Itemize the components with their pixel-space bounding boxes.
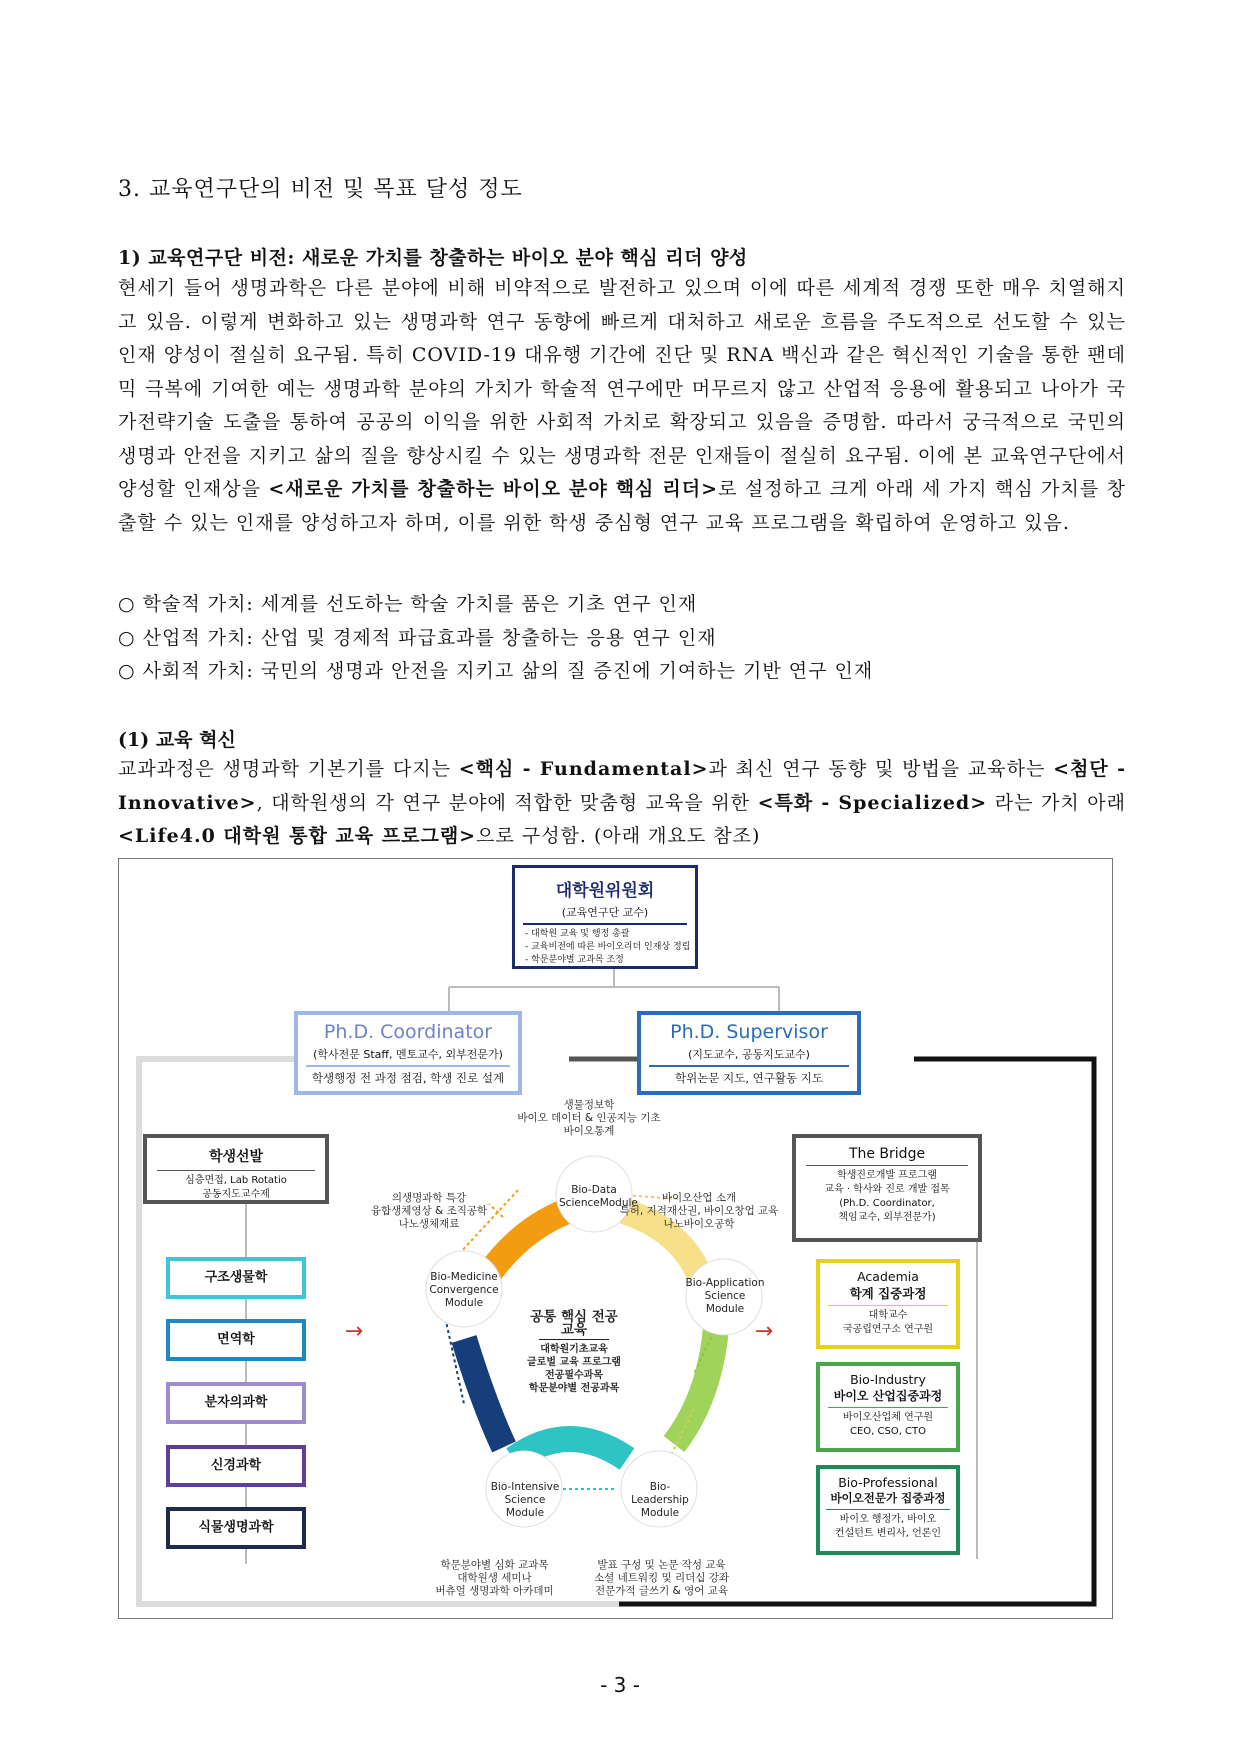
bridge-title: The Bridge (806, 1146, 968, 1166)
module-label-line: 전문가적 글쓰기 & 영어 교육 (594, 1585, 729, 1597)
core-line: 학문분야별 전공과목 (528, 1383, 620, 1394)
innovation-paragraph (118, 753, 1126, 854)
core-title2: 교육 (539, 1324, 609, 1340)
module-label-line: 바이오 데이터 & 인공지능 기초 (517, 1112, 661, 1124)
track-line: 바이오 행정가, 바이오 (839, 1514, 937, 1525)
module-label-medicine (359, 1192, 499, 1231)
module-label-line: 대학원생 세미나 (457, 1572, 532, 1584)
module-label-line: 생물정보학 (563, 1099, 615, 1111)
bridge-line: 학생진로개발 프로그램 (837, 1170, 937, 1181)
track-title: Academia (857, 1269, 919, 1284)
bridge-line: (Ph.D. Coordinator, (839, 1198, 935, 1209)
module-label-line: 소셜 네트워킹 및 리더십 강좌 (593, 1572, 730, 1584)
module-label-line: 바이오통계 (563, 1125, 615, 1137)
track-line: CEO, CSO, CTO (849, 1426, 927, 1437)
module-label-intensive (417, 1559, 572, 1598)
module-label-line: 나노바이오공학 (663, 1218, 735, 1230)
program-diagram (118, 858, 1113, 1619)
track-line: 컨설턴트 변리사, 언론인 (834, 1528, 942, 1539)
coordinator-box (294, 1011, 522, 1095)
supervisor-desc: 학위논문 지도, 연구활동 지도 (649, 1065, 849, 1086)
module-label-line: 바이오산업 소개 (661, 1192, 737, 1204)
committee-box (512, 865, 698, 969)
committee-sub: (교육연구단 교수) (523, 904, 687, 925)
vision-text-end: 로 설정하고 크게 아래 세 가지 핵심 가치를 창출할 수 있는 인재를 양성하고자 하며, 이를 위한 학생 중심형 연구 교육 프로그램을 확립하여 운영하고 있음. (118, 478, 1126, 534)
track-subtitle: 바이오 산업집중과정 (828, 1387, 948, 1408)
module-label-line: 나노생체재료 (398, 1218, 460, 1230)
field-plant-science: 식물생명과학 (166, 1507, 306, 1549)
innovation-highlight: <핵심 - Fundamental> (458, 758, 709, 780)
vision-text: 현세기 들어 생명과학은 다른 분야에 비해 비약적으로 발전하고 있으며 이에 따른 세계적 경쟁 또한 매우 치열해지고 있음. 이렇게 변화하고 있는 생명과학 연구 동향에 빠르게 대처하고 새로운 흐름을 주도적으로 선도할 수 있는 인재 양성이 절실히 요구됨. 특히 COVID-19 대유행 기간에 진단 및 RNA 백신과 같은 혁신적인 기술을 통한 팬데믹 극복에 기여한 예는 생명과학 분야의 가치가 학술적 연구에만 머무르지 않고 산업적 응용에 활용되고 나아가 국가전략기술 도출을 통하여 공공의 이익을 위한 사회적 가치로 확장되고 있음을 증명함. 따라서 궁극적으로 국민의 생명과 안전을 지키고 삶의 질을 향상시킬 수 있는 생명과학 전문 인재들이 절실히 요구됨. 이에 본 교육연구단에서 양성할 인재상을 (118, 277, 1126, 500)
value-item: ○ 학술적 가치: 세계를 선도하는 학술 가치를 품은 기초 연구 인재 (118, 593, 698, 615)
innovation-text: , 대학원생의 각 연구 분야에 적합한 맞춤형 교육을 위한 (256, 791, 758, 814)
innovation-text: 으로 구성함. (아래 개요도 참조) (476, 825, 761, 847)
core-line: 대학원기초교육 (540, 1344, 608, 1355)
core-line: 글로벌 교육 프로그램 (527, 1357, 621, 1368)
selection-line: 공동지도교수제 (202, 1189, 270, 1200)
core-line: 전공필수과목 (545, 1370, 603, 1381)
committee-item: - 학문분야별 교과목 조정 (525, 955, 624, 965)
innovation-text: 과 최신 연구 동향 및 방법을 교육하는 (708, 758, 1054, 780)
coordinator-sub: (학사전문 Staff, 멘토교수, 외부전문가) (313, 1048, 503, 1061)
field-neuroscience: 신경과학 (166, 1445, 306, 1487)
vision-title: 1) 교육연구단 비전: 새로운 가치를 창출하는 바이오 분야 핵심 리더 양성 (118, 247, 748, 269)
bridge-box (792, 1134, 982, 1242)
field-immunology: 면역학 (166, 1319, 306, 1361)
module-label-line: 의생명과학 특강 (391, 1192, 467, 1204)
module-label-data (489, 1099, 689, 1138)
module-bio-intensive: Bio-Intensive Science Module (490, 1481, 560, 1519)
innovation-text: 라는 가치 아래 (987, 791, 1126, 814)
supervisor-title: Ph.D. Supervisor (670, 1021, 828, 1043)
track-bio-professional (816, 1465, 960, 1555)
innovation-highlight: <Life4.0 대학원 통합 교육 프로그램> (118, 825, 477, 847)
arrow-icon: → (754, 1319, 774, 1344)
module-label-line: 특허, 지적재산권, 바이오창업 교육 (619, 1205, 779, 1217)
module-label-application (614, 1192, 784, 1231)
coordinator-desc: 학생행정 전 과정 점검, 학생 진로 설계 (306, 1065, 510, 1086)
innovation-title: (1) 교육 혁신 (118, 729, 236, 751)
track-line: 대학교수 (868, 1310, 908, 1321)
selection-title: 학생선발 (157, 1146, 315, 1171)
module-label-line: 버츄얼 생명과학 아카데미 (435, 1585, 554, 1597)
track-title: Bio-Industry (850, 1372, 926, 1387)
module-label-line: 발표 구성 및 논문 작성 교육 (597, 1559, 726, 1571)
module-label-line: 학문분야별 심화 교과목 (440, 1559, 549, 1571)
track-title: Bio-Professional (838, 1475, 938, 1490)
track-line: 바이오산업체 연구원 (842, 1412, 934, 1423)
field-structural-biology: 구조생물학 (166, 1257, 306, 1299)
vision-paragraph (118, 272, 1126, 540)
track-line: 국공립연구소 연구원 (842, 1324, 934, 1335)
value-list (118, 588, 873, 689)
module-bio-medicine: Bio-Medicine Convergence Module (429, 1271, 499, 1309)
bridge-line: 교육 · 학사와 진로 개발 접목 (824, 1184, 950, 1195)
innovation-highlight: <특화 - Specialized> (757, 791, 988, 814)
page-number: - 3 - (600, 1673, 640, 1697)
arrow-icon: → (344, 1319, 364, 1344)
module-bio-leadership: Bio-Leadership Module (631, 1481, 689, 1519)
track-academia (816, 1259, 960, 1349)
innovation-text: 교과과정은 생명과학 기본기를 다지는 (118, 758, 459, 780)
supervisor-box (637, 1011, 861, 1095)
committee-item: - 대학원 교육 및 행정 총괄 (525, 929, 630, 939)
selection-box (143, 1134, 329, 1204)
track-subtitle: 바이오전문가 집중과정 (826, 1490, 950, 1510)
supervisor-sub: (지도교수, 공동지도교수) (688, 1048, 810, 1061)
section-heading: 3. 교육연구단의 비전 및 목표 달성 정도 (118, 177, 523, 202)
track-subtitle: 학계 집중과정 (828, 1284, 948, 1306)
committee-title: 대학원위원회 (555, 881, 655, 901)
value-item: ○ 산업적 가치: 산업 및 경제적 파급효과를 창출하는 응용 연구 인재 (118, 626, 717, 649)
field-molecular-medicine: 분자의과학 (166, 1382, 306, 1424)
vision-highlight: <새로운 가치를 창출하는 바이오 분야 핵심 리더> (268, 478, 719, 500)
module-bio-data: Bio-Data ScienceModule (559, 1184, 638, 1209)
value-item: ○ 사회적 가치: 국민의 생명과 안전을 지키고 삶의 질 증진에 기여하는 기반 연구 인재 (118, 660, 874, 682)
bridge-line: 책임교수, 외부전문가) (838, 1212, 936, 1223)
coordinator-title: Ph.D. Coordinator (323, 1021, 493, 1043)
core-title: 공통 핵심 전공 (530, 1309, 618, 1325)
core-curriculum (524, 1311, 624, 1395)
committee-item: - 교육비전에 따른 바이오리더 인재상 정립 (525, 942, 691, 952)
selection-line: 심층면접, Lab Rotatio (185, 1175, 287, 1186)
module-label-leadership (574, 1559, 749, 1598)
innovation-highlight: <첨단 - Innovative> (118, 758, 1126, 814)
module-label-line: 융합생체영상 & 조직공학 (370, 1205, 488, 1217)
track-bio-industry (816, 1362, 960, 1452)
module-bio-application: Bio-Application Science Module (685, 1277, 765, 1315)
